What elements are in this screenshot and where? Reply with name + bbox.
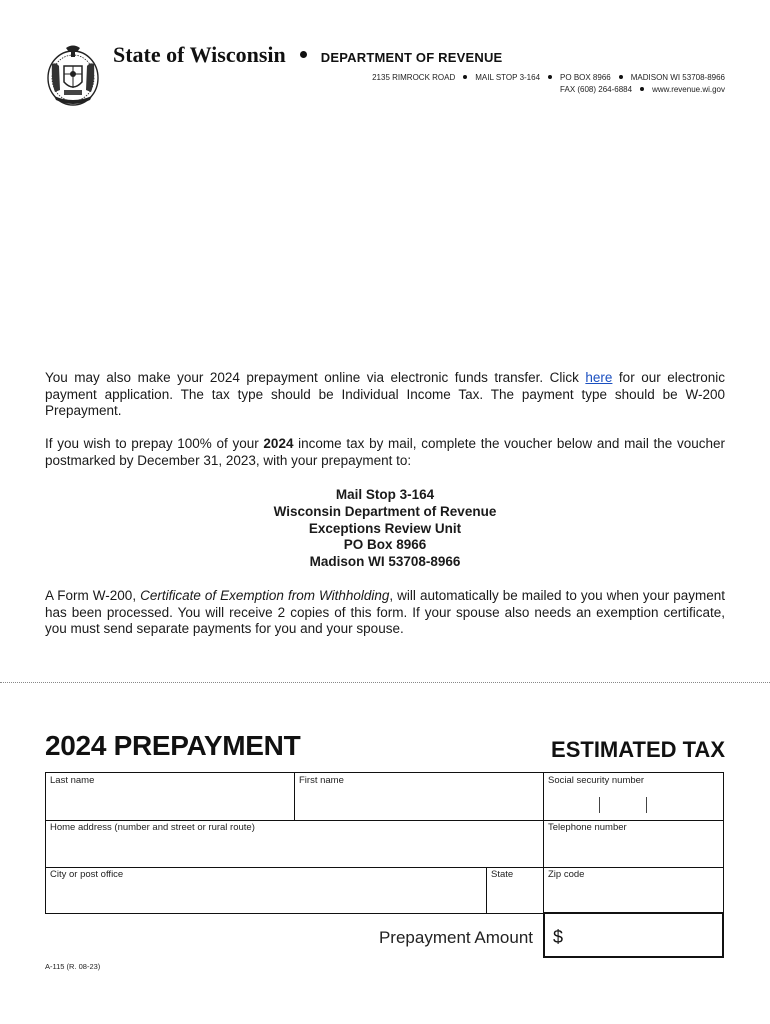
state-field[interactable]: [486, 867, 543, 913]
city-field[interactable]: [45, 867, 486, 913]
ssn-field[interactable]: [543, 773, 724, 820]
year-bold: 2024: [263, 436, 294, 451]
street-address: 2135 RIMROCK ROAD: [372, 73, 456, 82]
grid-divider: [486, 867, 487, 913]
mailing-line: Exceptions Review Unit: [308, 520, 462, 536]
header-title: [113, 42, 502, 68]
ssn-label: Social security number: [548, 775, 645, 786]
voucher-form-grid: [45, 772, 724, 914]
prepayment-amount-label: Prepayment Amount: [378, 928, 533, 947]
mailing-line: PO Box 8966: [343, 537, 427, 553]
fax-number: FAX (608) 264-6884: [560, 85, 633, 94]
closing-paragraph: [45, 588, 725, 638]
grid-divider: [45, 820, 724, 821]
voucher-title: 2024 PREPAYMENT: [45, 730, 301, 761]
state-label: State: [491, 869, 514, 880]
address-line: [372, 73, 725, 82]
city-label: City or post office: [50, 869, 124, 880]
telephone-field[interactable]: [543, 820, 724, 867]
department-name: DEPARTMENT OF REVENUE: [320, 50, 503, 65]
state-name: State of Wisconsin: [113, 42, 286, 67]
online-payment-link[interactable]: here: [585, 370, 613, 385]
home-address-field[interactable]: [45, 820, 543, 867]
dollar-sign: $: [553, 927, 564, 947]
form-title-italic: Certificate of Exemption from Withholding: [140, 588, 390, 603]
grid-divider: [294, 773, 295, 820]
intro-text: income tax by mail, complete the voucher below and mail the voucher postmarked by December 31, 2023, with your prepayment to:: [45, 436, 725, 468]
mailing-line: Madison WI 53708-8966: [309, 554, 461, 570]
zip-label: Zip code: [548, 869, 585, 880]
state-seal-logo: [44, 42, 102, 108]
intro-paragraph-online: [45, 370, 725, 420]
closing-text: , will automatically be mailed to you when your payment has been processed. You will receive 2 copies of this form. If your spouse also needs an exemption certificate, you must send separate payments for you and your spouse.: [45, 588, 725, 637]
zip-field[interactable]: [543, 867, 724, 913]
intro-text: If you wish to prepay 100% of your: [45, 436, 264, 451]
home-address-label: Home address (number and street or rural route): [50, 822, 255, 833]
intro-paragraph-mail: [45, 436, 725, 469]
closing-text: A Form W-200,: [45, 588, 141, 603]
ssn-separator: [599, 797, 600, 813]
bullet-icon: [300, 51, 307, 58]
mail-stop: MAIL STOP 3-164: [475, 73, 541, 82]
first-name-label: First name: [299, 775, 344, 786]
city-zip: MADISON WI 53708-8966: [630, 73, 725, 82]
telephone-label: Telephone number: [548, 822, 627, 833]
ssn-separator: [646, 797, 647, 813]
grid-divider: [723, 773, 724, 913]
website: www.revenue.wi.gov: [652, 85, 725, 94]
contact-line: [560, 85, 725, 94]
bullet-icon: [463, 75, 467, 79]
mailing-line: Mail Stop 3-164: [335, 487, 435, 502]
bullet-icon: [548, 75, 552, 79]
cut-line-divider: [0, 682, 770, 683]
prepayment-amount-field[interactable]: [543, 912, 724, 958]
bullet-icon: [619, 75, 623, 79]
po-box: PO BOX 8966: [560, 73, 611, 82]
bullet-icon: [640, 87, 644, 91]
intro-text: You may also make your 2024 prepayment online via electronic funds transfer. Click: [45, 370, 586, 385]
mailing-line: Wisconsin Department of Revenue: [273, 503, 497, 519]
grid-divider: [45, 867, 724, 868]
first-name-field[interactable]: [294, 773, 543, 820]
last-name-field[interactable]: [45, 773, 294, 820]
last-name-label: Last name: [50, 775, 95, 786]
intro-text: for our electronic payment application. The tax type should be Individual Income Tax. The payment type should be W-200 Prepayment.: [45, 370, 725, 419]
grid-divider: [45, 773, 46, 913]
voucher-subtitle: ESTIMATED TAX: [551, 737, 725, 762]
mailing-address: [45, 487, 725, 571]
grid-divider: [543, 773, 544, 913]
form-id: A-115 (R. 08-23): [45, 962, 101, 971]
